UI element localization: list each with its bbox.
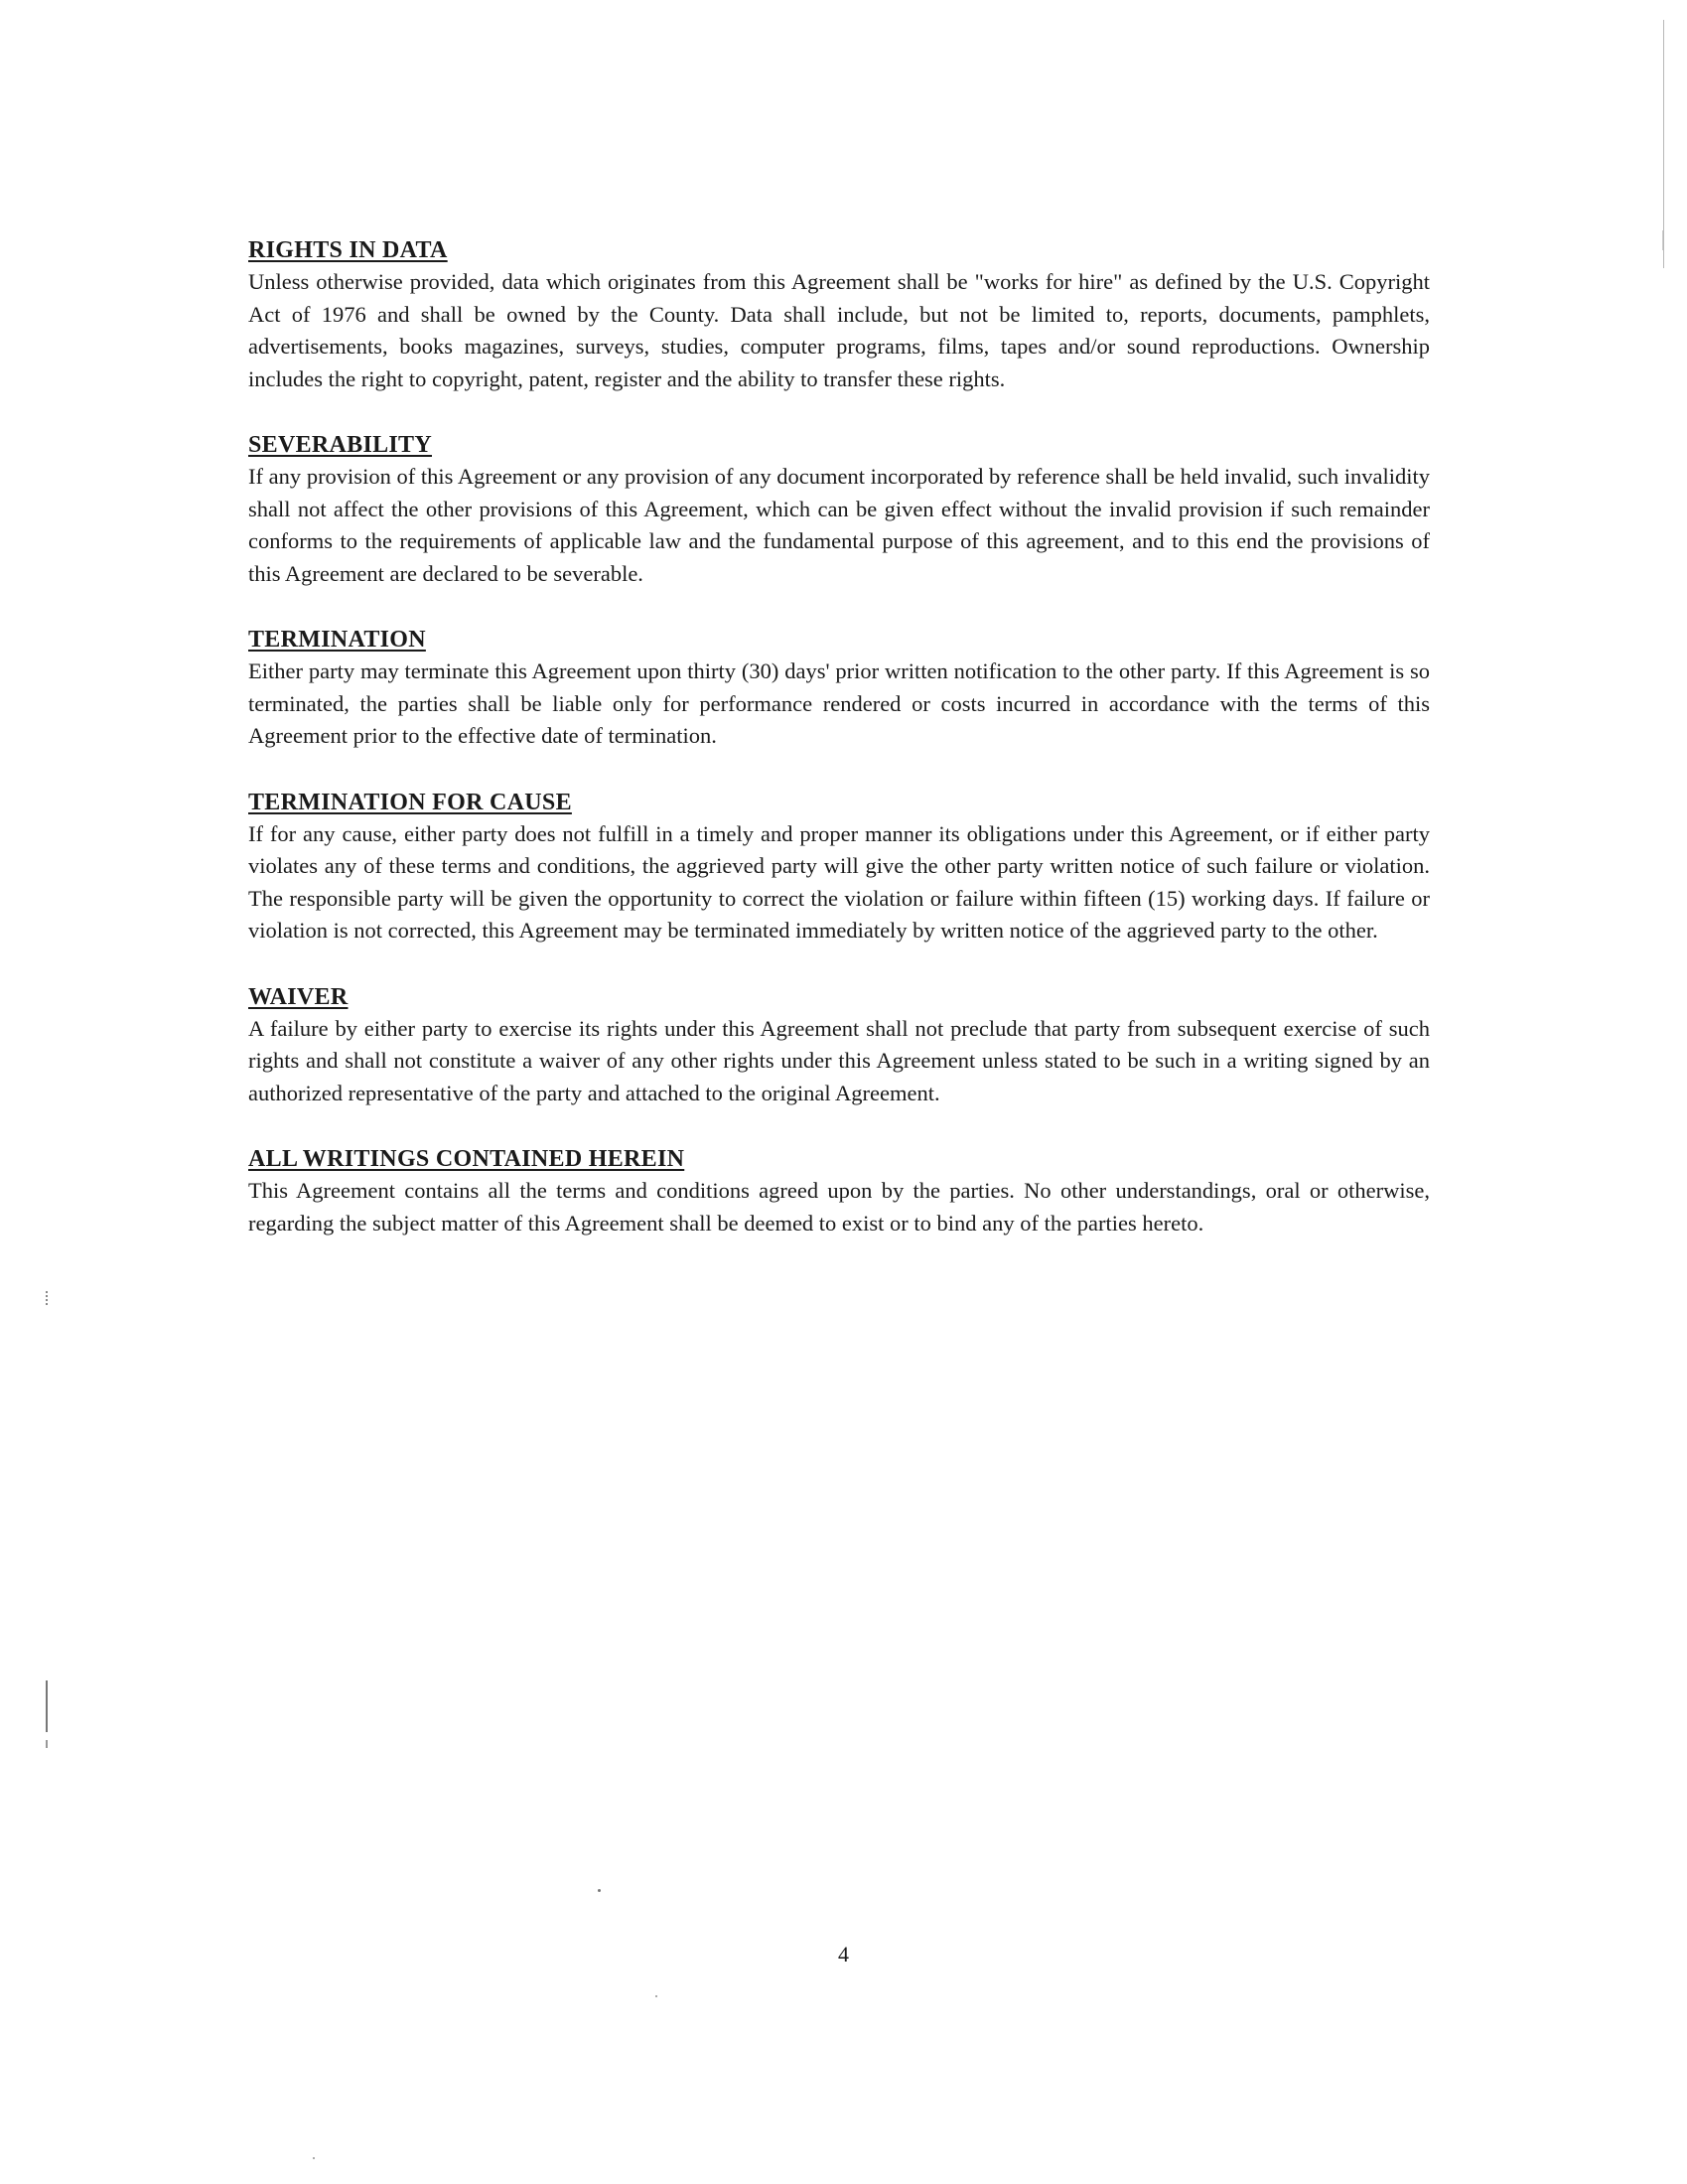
section-body: Unless otherwise provided, data which originates from this Agreement shall be "works for hire" as defined by the U.S. Copyright Act of 1976 and shall be owned by the County. Data shall include, but not be limited to, reports, documents, pamphlets, advertisements, books magazines, surveys, studies, computer programs, films, tapes and/or sound reproductions. Ownership includes the right to copyright, patent, register and the ability to transfer these rights. [248, 269, 1430, 391]
scan-mark-artifact [46, 1291, 48, 1305]
section-heading: WAIVER [248, 983, 349, 1010]
scan-speck-artifact [655, 1995, 657, 1997]
section-body: A failure by either party to exercise its rights under this Agreement shall not preclude that party from subsequent exercise of such rights and shall not constitute a waiver of any other rights under this Agreement unless stated to be such in a writing signed by an authorized representative of the party and attached to the original Agreement. [248, 1015, 1430, 1105]
section-all-writings-contained-herein [248, 1143, 1430, 1239]
scan-speck-artifact [598, 1889, 601, 1892]
section-heading: RIGHTS IN DATA [248, 237, 448, 263]
section-heading: TERMINATION [248, 627, 426, 653]
section-body: Either party may terminate this Agreement upon thirty (30) days' prior written notification to the other party. If this Agreement is so terminated, the parties shall be liable only for performance rendered or costs incurred in accordance with the terms of this Agreement prior to the effective date of termination. [248, 658, 1430, 748]
page-number: 4 [838, 1942, 849, 1966]
section-waiver [248, 981, 1430, 1110]
section-heading: ALL WRITINGS CONTAINED HEREIN [248, 1146, 685, 1172]
scan-mark-artifact [46, 1740, 48, 1748]
section-body: If for any cause, either party does not fulfill in a timely and proper manner its obligations under this Agreement, or if either party violates any of these terms and conditions, the aggrieved party will give the other party written notice of such failure or violation. The responsible party will be given the opportunity to correct the violation or failure within fifteen (15) working days. If failure or violation is not corrected, this Agreement may be terminated immediately by written notice of the aggrieved party to the other. [248, 820, 1430, 943]
section-heading: SEVERABILITY [248, 432, 432, 458]
document-page-content [248, 234, 1430, 1273]
scan-edge-artifact [1663, 20, 1664, 268]
section-termination [248, 624, 1430, 753]
section-rights-in-data [248, 234, 1430, 395]
scan-edge-artifact [1662, 230, 1663, 250]
section-heading: TERMINATION FOR CAUSE [248, 789, 572, 815]
section-severability [248, 429, 1430, 590]
scan-speck-artifact [313, 2157, 315, 2159]
scan-mark-artifact [46, 1680, 48, 1732]
section-body: This Agreement contains all the terms and conditions agreed upon by the parties. No other understandings, oral or otherwise, regarding the subject matter of this Agreement shall be deemed to exist or to bind any of the parties hereto. [248, 1178, 1430, 1236]
section-body: If any provision of this Agreement or any provision of any document incorporated by reference shall be held invalid, such invalidity shall not affect the other provisions of this Agreement, which can be given effect without the invalid provision if such remainder conforms to the requirements of applicable law and the fundamental purpose of this agreement, and to this end the provisions of this Agreement are declared to be severable. [248, 464, 1430, 586]
section-termination-for-cause [248, 787, 1430, 947]
